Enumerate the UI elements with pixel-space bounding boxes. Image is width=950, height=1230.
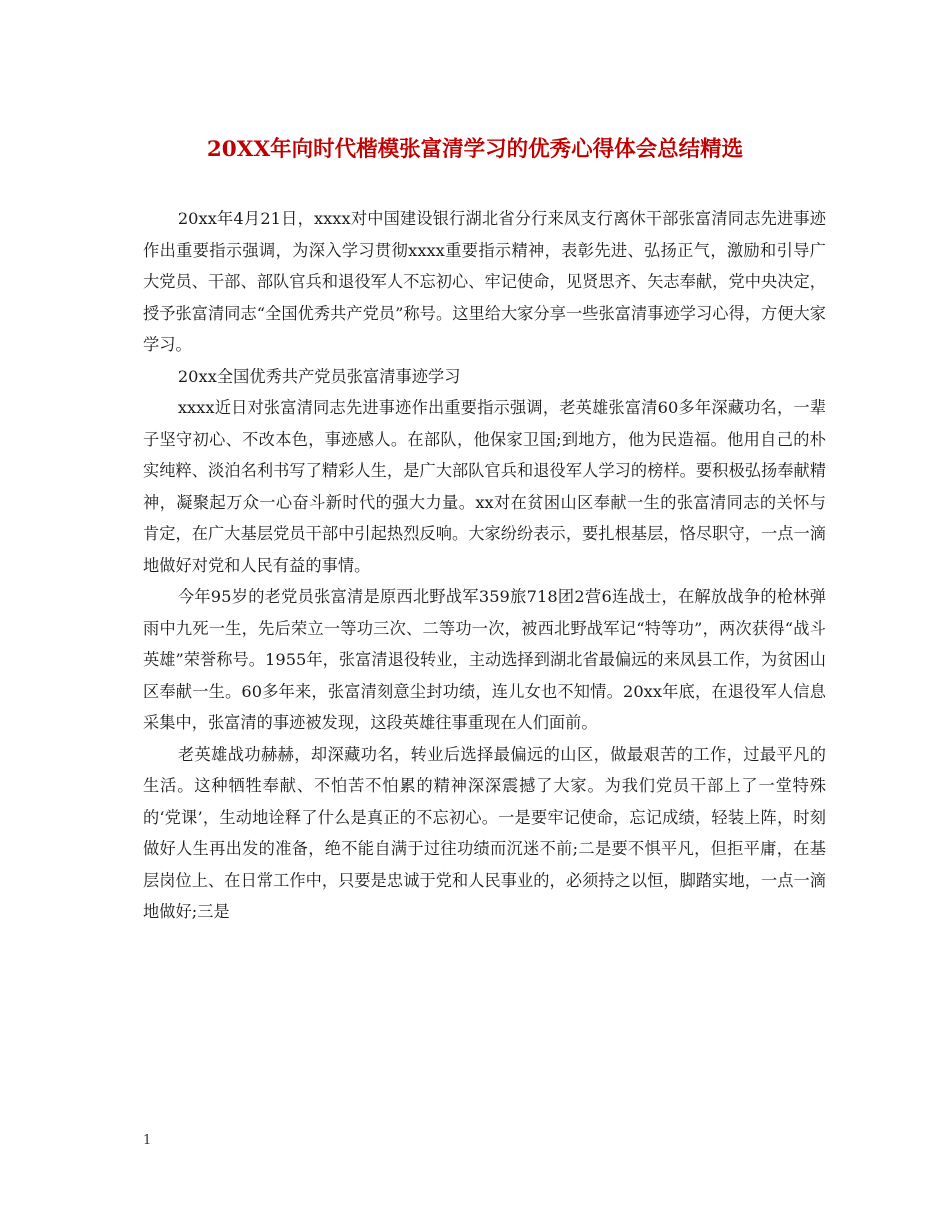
paragraph-subheading: 20xx全国优秀共产党员张富清事迹学习 — [177, 366, 461, 386]
paragraph-reflection: 老英雄战功赫赫，却深藏功名，转业后选择最偏远的山区，做最艰苦的工作，过最平凡的生活。这种牺牲奉献、不怕苦不怕累的精神深深震撼了大家。为我们党员干部上了一堂特殊的‘党课’，生动地诠释了什么是真正的不忘初心。一是要牢记使命，忘记成绩，轻装上阵，时刻做好人生再出发的准备，绝不能自满于过往功绩而沉迷不前;二是要不惧平凡，但拒平庸，在基层岗位上、在日常工作中，只要是忠诚于党和人民事业的，必须持之以恒，脚踏实地，一点一滴地做好;三是 — [143, 744, 826, 921]
document-title: 20XX年向时代楷模张富清学习的优秀心得体会总结精选 — [206, 137, 744, 162]
page-number: 1 — [143, 1133, 152, 1148]
paragraph-intro: 20xx年4月21日，xxxx对中国建设银行湖北省分行来凤支行离休干部张富清同志先进事迹作出重要指示强调，为深入学习贯彻xxxx重要指示精神，表彰先进、弘扬正气，激励和引导广大党员、干部、部队官兵和退役军人不忘初心、牢记使命，见贤思齐、矢志奉献，党中央决定，授予张富清同志“全国优秀共产党员”称号。这里给大家分享一些张富清事迹学习心得，方便大家学习。 — [143, 209, 826, 354]
paragraph-instructions: xxxx近日对张富清同志先进事迹作出重要指示强调，老英雄张富清60多年深藏功名，一辈子坚守初心、不改本色，事迹感人。在部队，他保家卫国;到地方，他为民造福。他用自己的朴实纯粹、淡泊名利书写了精彩人生，是广大部队官兵和退役军人学习的榜样。要积极弘扬奉献精神，凝聚起万众一心奋斗新时代的强大力量。xx对在贫困山区奉献一生的张富清同志的关怀与肯定，在广大基层党员干部中引起热烈反响。大家纷纷表示，要扎根基层，恪尽职守，一点一滴地做好对党和人民有益的事情。 — [143, 398, 826, 575]
document-body — [143, 203, 826, 928]
paragraph-biography: 今年95岁的老党员张富清是原西北野战军359旅718团2营6连战士，在解放战争的枪林弹雨中九死一生，先后荣立一等功三次、二等功一次，被西北野战军记“特等功”，两次获得“战斗英雄”荣誉称号。1955年，张富清退役转业，主动选择到湖北省最偏远的来凤县工作，为贫困山区奉献一生。60多年来，张富清刻意尘封功绩，连儿女也不知情。20xx年底，在退役军人信息采集中，张富清的事迹被发现，这段英雄往事重现在人们面前。 — [143, 587, 826, 732]
